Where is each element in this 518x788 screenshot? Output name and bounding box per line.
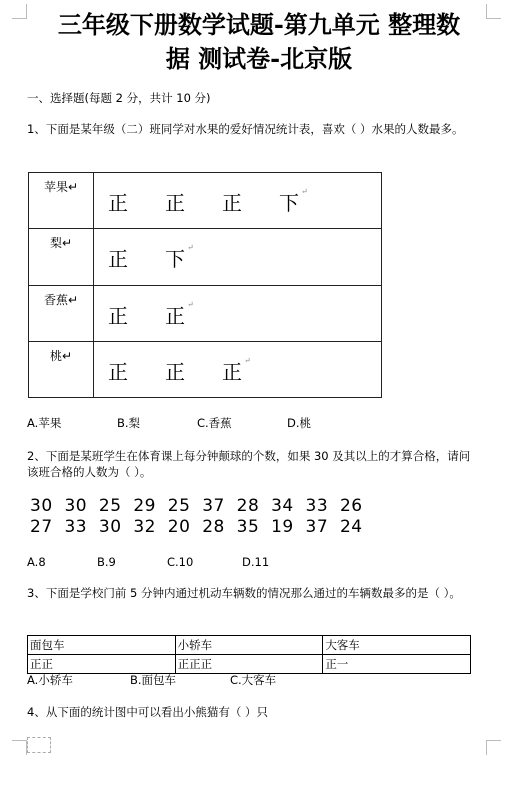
page-title	[0, 8, 518, 76]
scores-row-1: 30 30 25 29 25 37 28 34 33 26	[30, 496, 363, 516]
option-c[interactable]: C.10	[167, 555, 194, 569]
tally-marks	[94, 286, 381, 329]
tally-mark: 正	[165, 191, 185, 215]
option-b[interactable]: B.面包车	[130, 673, 177, 687]
tally-mark: 正	[108, 191, 128, 215]
table-header: 大客车	[323, 636, 471, 655]
return-mark-icon: ↵	[301, 187, 308, 196]
title-line-2: 据 测试卷-北京版	[165, 44, 353, 73]
tally-mark: 正	[222, 359, 242, 384]
table-header: 面包车	[28, 636, 176, 655]
tally-marks	[94, 229, 381, 272]
return-mark-icon: ↵	[244, 355, 251, 365]
tally-marks	[94, 342, 381, 385]
question-3-options	[27, 673, 276, 688]
table-row	[29, 285, 382, 341]
vehicle-tally-table	[27, 635, 471, 674]
question-4-text: 4、从下面的统计图中可以看出小熊猫有（ ）只	[27, 705, 268, 719]
option-c[interactable]: C.香蕉	[197, 416, 232, 430]
option-d[interactable]: D.桃	[287, 416, 312, 430]
fruit-tally-table	[28, 172, 382, 398]
return-mark-icon: ↵	[187, 299, 194, 309]
fruit-label: 桃↵	[29, 341, 94, 397]
table-header: 小轿车	[175, 636, 323, 655]
question-1-text: 1、下面是某年级（二）班同学对水果的爱好情况统计表，喜欢（ ）水果的人数最多。	[27, 122, 464, 136]
table-row	[29, 173, 382, 229]
table-row	[29, 341, 382, 397]
option-a[interactable]: A.8	[27, 555, 46, 569]
tally-mark: 下	[165, 247, 185, 272]
tally-mark: 正	[165, 359, 185, 384]
tally-mark: 下	[279, 191, 299, 215]
image-placeholder-frame	[27, 737, 51, 753]
option-a[interactable]: A.小轿车	[27, 673, 73, 687]
fruit-label: 梨↵	[29, 229, 94, 285]
question-2-text: 2、下面是某班学生在体育课上每分钟颠球的个数，如果 30 及其以上的才算合格，请问该班合格的人数为（ ）。	[27, 449, 471, 479]
fruit-label: 苹果↵	[29, 173, 94, 229]
tally-marks	[94, 173, 381, 216]
table-row	[29, 229, 382, 285]
tally-mark: 正	[222, 191, 242, 215]
option-b[interactable]: B.梨	[117, 416, 141, 430]
crop-mark-bottom-left	[12, 740, 27, 755]
option-d[interactable]: D.11	[242, 555, 270, 569]
tally-mark: 正	[108, 247, 128, 272]
fruit-label: 香蕉↵	[29, 285, 94, 341]
question-1-options	[27, 416, 311, 431]
question-3-text: 3、下面是学校门前 5 分钟内通过机动车辆数的情况那么通过的车辆数最多的是（ ）。	[27, 586, 461, 600]
tally-mark: 正	[108, 359, 128, 384]
scores-row-2: 27 33 30 32 20 28 35 19 37 24	[30, 517, 363, 537]
option-a[interactable]: A.苹果	[27, 416, 62, 430]
crop-mark-bottom-right	[486, 740, 501, 755]
option-b[interactable]: B.9	[97, 555, 116, 569]
option-c[interactable]: C.大客车	[230, 673, 277, 687]
table-row	[28, 636, 471, 655]
title-line-1: 三年级下册数学试题-第九单元 整理数	[57, 10, 461, 39]
section-heading: 一、选择题(每题 2 分，共计 10 分)	[27, 91, 211, 105]
tally-mark: 正	[165, 303, 185, 328]
table-cell: 正正	[28, 655, 176, 674]
table-cell: 正一	[323, 655, 471, 674]
tally-mark: 正	[108, 303, 128, 328]
table-cell: 正正正	[175, 655, 323, 674]
return-mark-icon: ↵	[187, 243, 194, 253]
question-2-options	[27, 555, 269, 570]
table-row	[28, 655, 471, 674]
